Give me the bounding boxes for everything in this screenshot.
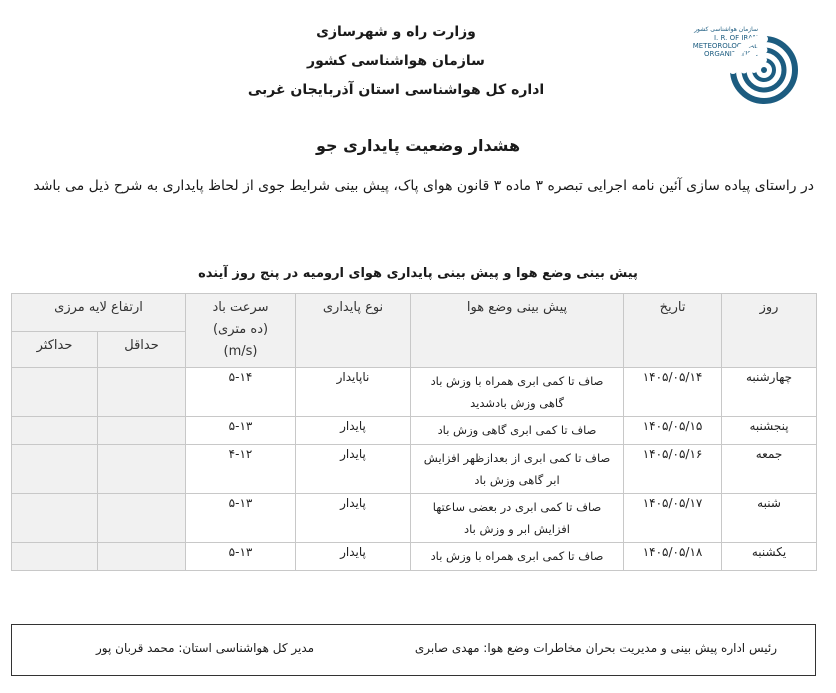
cell-day: شنبه: [722, 494, 817, 543]
signature-box: [11, 624, 816, 676]
cell-wind: ۵-۱۳: [186, 543, 296, 571]
header-day: روز: [722, 294, 817, 368]
cell-min: [98, 445, 186, 494]
table-row: [12, 494, 817, 543]
cell-date: ۱۴۰۵/۰۵/۱۵: [624, 417, 722, 445]
cell-date: ۱۴۰۵/۰۵/۱۶: [624, 445, 722, 494]
header-min: حداقل: [98, 332, 186, 368]
cell-date: ۱۴۰۵/۰۵/۱۸: [624, 543, 722, 571]
table-row: [12, 417, 817, 445]
cell-day: یکشنبه: [722, 543, 817, 571]
logo-en-line1: I. R. OF IRAN: [713, 34, 758, 42]
cell-stability: ناپایدار: [296, 368, 411, 417]
cell-max: [12, 543, 98, 571]
cell-min: [98, 368, 186, 417]
table-title: پیش بینی وضع هوا و پیش بینی پایداری هوای ارومیه در پنج روز آینده: [198, 266, 638, 281]
provincial-office-name: اداره کل هواشناسی استان آذربایجان غربی: [247, 82, 545, 98]
organization-name: سازمان هواشناسی کشور: [307, 53, 485, 69]
header-date: تاریخ: [624, 294, 722, 368]
cell-max: [12, 445, 98, 494]
cell-min: [98, 543, 186, 571]
cell-day: جمعه: [722, 445, 817, 494]
table-row: [12, 368, 817, 417]
cell-forecast: صاف تا کمی ابری از بعدازظهر افزایش ابر گاهی وزش باد: [411, 445, 624, 494]
cell-stability: پایدار: [296, 543, 411, 571]
intro-paragraph: در راستای پیاده سازی آئین نامه اجرایی تبصره ۳ ماده ۳ قانون هوای پاک، پیش بینی شرایط جوی از لحاظ پایداری به شرح ذیل می باشد: [33, 178, 814, 194]
cell-wind: ۴-۱۲: [186, 445, 296, 494]
cell-date: ۱۴۰۵/۰۵/۱۷: [624, 494, 722, 543]
cell-min: [98, 417, 186, 445]
cell-max: [12, 417, 98, 445]
header-wind-label: سرعت باد: [212, 300, 269, 315]
cell-max: [12, 494, 98, 543]
cell-forecast: صاف تا کمی ابری همراه با وزش باد: [411, 543, 624, 571]
header-stability: نوع پایداری: [296, 294, 411, 368]
ministry-name: وزارت راه و شهرسازی: [316, 24, 476, 40]
logo-fa-text: سازمان هواشناسی کشور: [694, 26, 758, 33]
header-boundary-layer: ارتفاع لایه مرزی: [12, 294, 186, 332]
cell-forecast: صاف تا کمی ابری همراه با وزش باد گاهی وزش بادشدید: [411, 368, 624, 417]
cell-forecast: صاف تا کمی ابری در بعضی ساعتها افزایش ابر و وزش باد: [411, 494, 624, 543]
header-wind-unit2: (m/s): [223, 344, 258, 359]
forecast-table: [11, 293, 817, 571]
cell-stability: پایدار: [296, 417, 411, 445]
table-row: [12, 543, 817, 571]
header-forecast: پیش بینی وضع هوا: [411, 294, 624, 368]
cell-date: ۱۴۰۵/۰۵/۱۴: [624, 368, 722, 417]
forecast-head-signature: رئیس اداره پیش بینی و مدیریت بحران مخاطرات وضع هوا: مهدی صابری: [414, 641, 777, 655]
header-max: حداکثر: [12, 332, 98, 368]
cell-stability: پایدار: [296, 494, 411, 543]
director-signature: مدیر کل هواشناسی استان: محمد قربان پور: [96, 641, 315, 655]
logo-en-line3: ORGANIZATION: [703, 50, 758, 58]
page-title: هشدار وضعیت پایداری جو: [315, 136, 521, 155]
cell-forecast: صاف تا کمی ابری گاهی وزش باد: [411, 417, 624, 445]
cell-min: [98, 494, 186, 543]
header-wind-speed: [186, 294, 296, 368]
cell-wind: ۵-۱۳: [186, 494, 296, 543]
cell-wind: ۵-۱۴: [186, 368, 296, 417]
cell-wind: ۵-۱۳: [186, 417, 296, 445]
cell-max: [12, 368, 98, 417]
table-row: [12, 445, 817, 494]
logo-en-line2: METEOROLOGICAL: [692, 42, 758, 50]
cell-stability: پایدار: [296, 445, 411, 494]
cell-day: چهارشنبه: [722, 368, 817, 417]
header-wind-unit1: (ده متری): [212, 322, 269, 337]
cell-day: پنجشنبه: [722, 417, 817, 445]
meteorological-organization-logo-icon: [728, 24, 800, 108]
